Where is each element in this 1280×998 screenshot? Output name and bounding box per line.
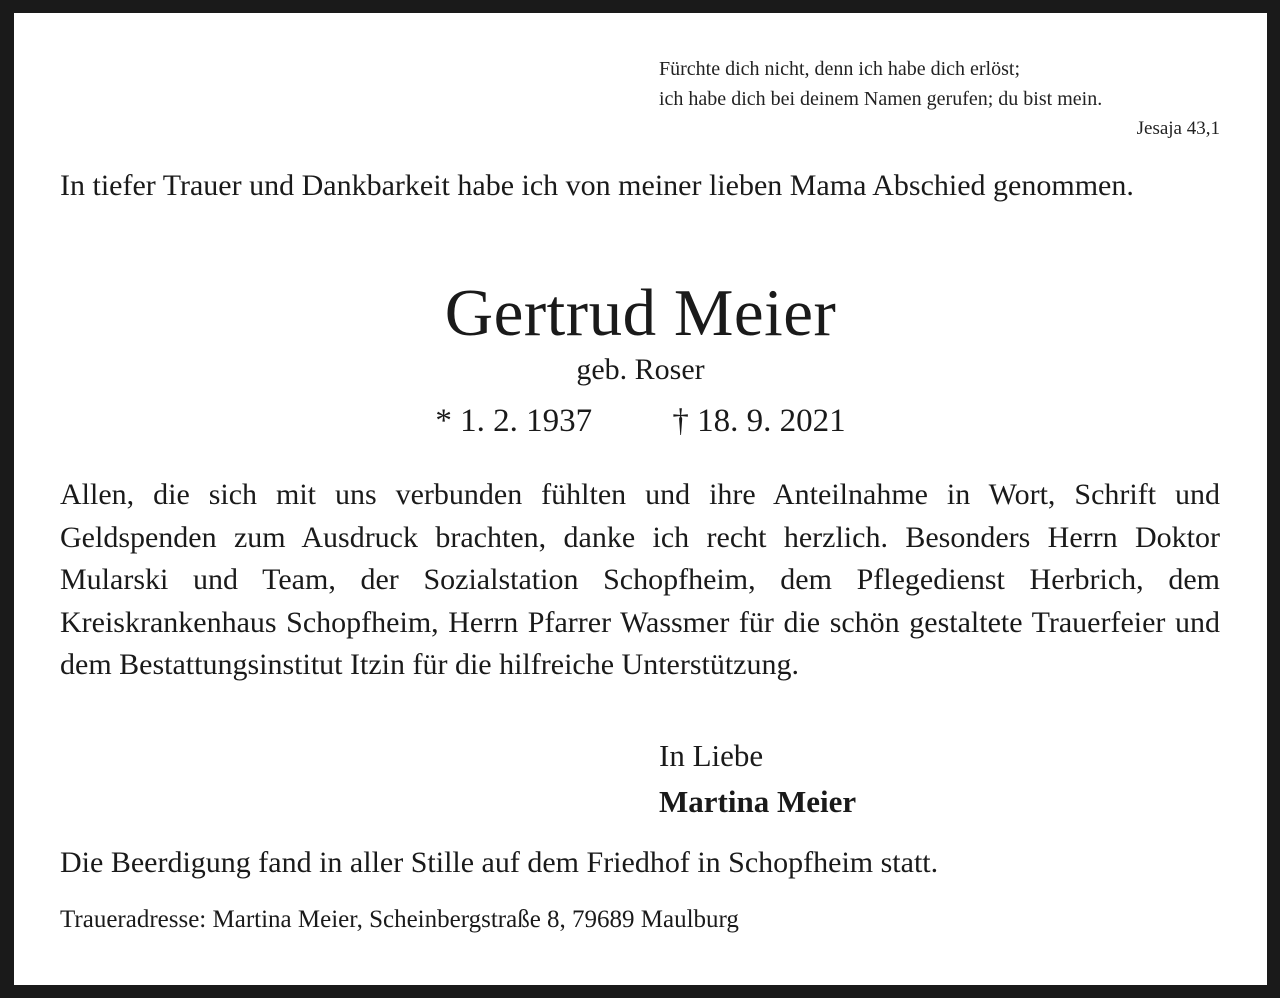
signer-name: Martina Meier [659,784,857,819]
funeral-note: Die Beerdigung fand in aller Stille auf dem Friedhof in Schopfheim statt. [60,846,939,879]
birth-date: * 1. 2. 1937 [435,403,593,439]
obituary-notice [14,13,1267,985]
mourning-address: Traueradresse: Martina Meier, Scheinbergstraße 8, 79689 Maulburg [60,906,739,933]
life-dates [14,399,1267,443]
closing-greeting: In Liebe [659,738,764,773]
death-date: † 18. 9. 2021 [672,403,846,439]
bible-verse [659,54,1220,144]
verse-line-1: Fürchte dich nicht, denn ich habe dich erlöst; [659,58,1021,80]
maiden-name: geb. Roser [576,353,705,386]
verse-reference: Jesaja 43,1 [1136,118,1220,139]
thanks-paragraph: Allen, die sich mit uns verbunden fühlten und ihre Anteilnahme in Wort, Schrift und Geldspenden zum Ausdruck brachten, danke ich recht herzlich. Besonders Herrn Doktor Mularski und Team, der Sozialstation Schopfheim, dem Pflegedienst Herbrich, dem Kreiskrankenhaus Schopfheim, Herrn Pfarrer Wassmer für die schön gestaltete Trauerfeier und dem Bestattungsinstitut Itzin für die hilfreiche Unterstützung. [60,478,1220,681]
verse-line-2: ich habe dich bei deinem Namen gerufen; du bist mein. [659,88,1103,110]
deceased-name: Gertrud Meier [444,276,837,350]
closing-signature [659,733,856,825]
intro-text: In tiefer Trauer und Dankbarkeit habe ich von meiner lieben Mama Abschied genommen. [60,169,1134,202]
